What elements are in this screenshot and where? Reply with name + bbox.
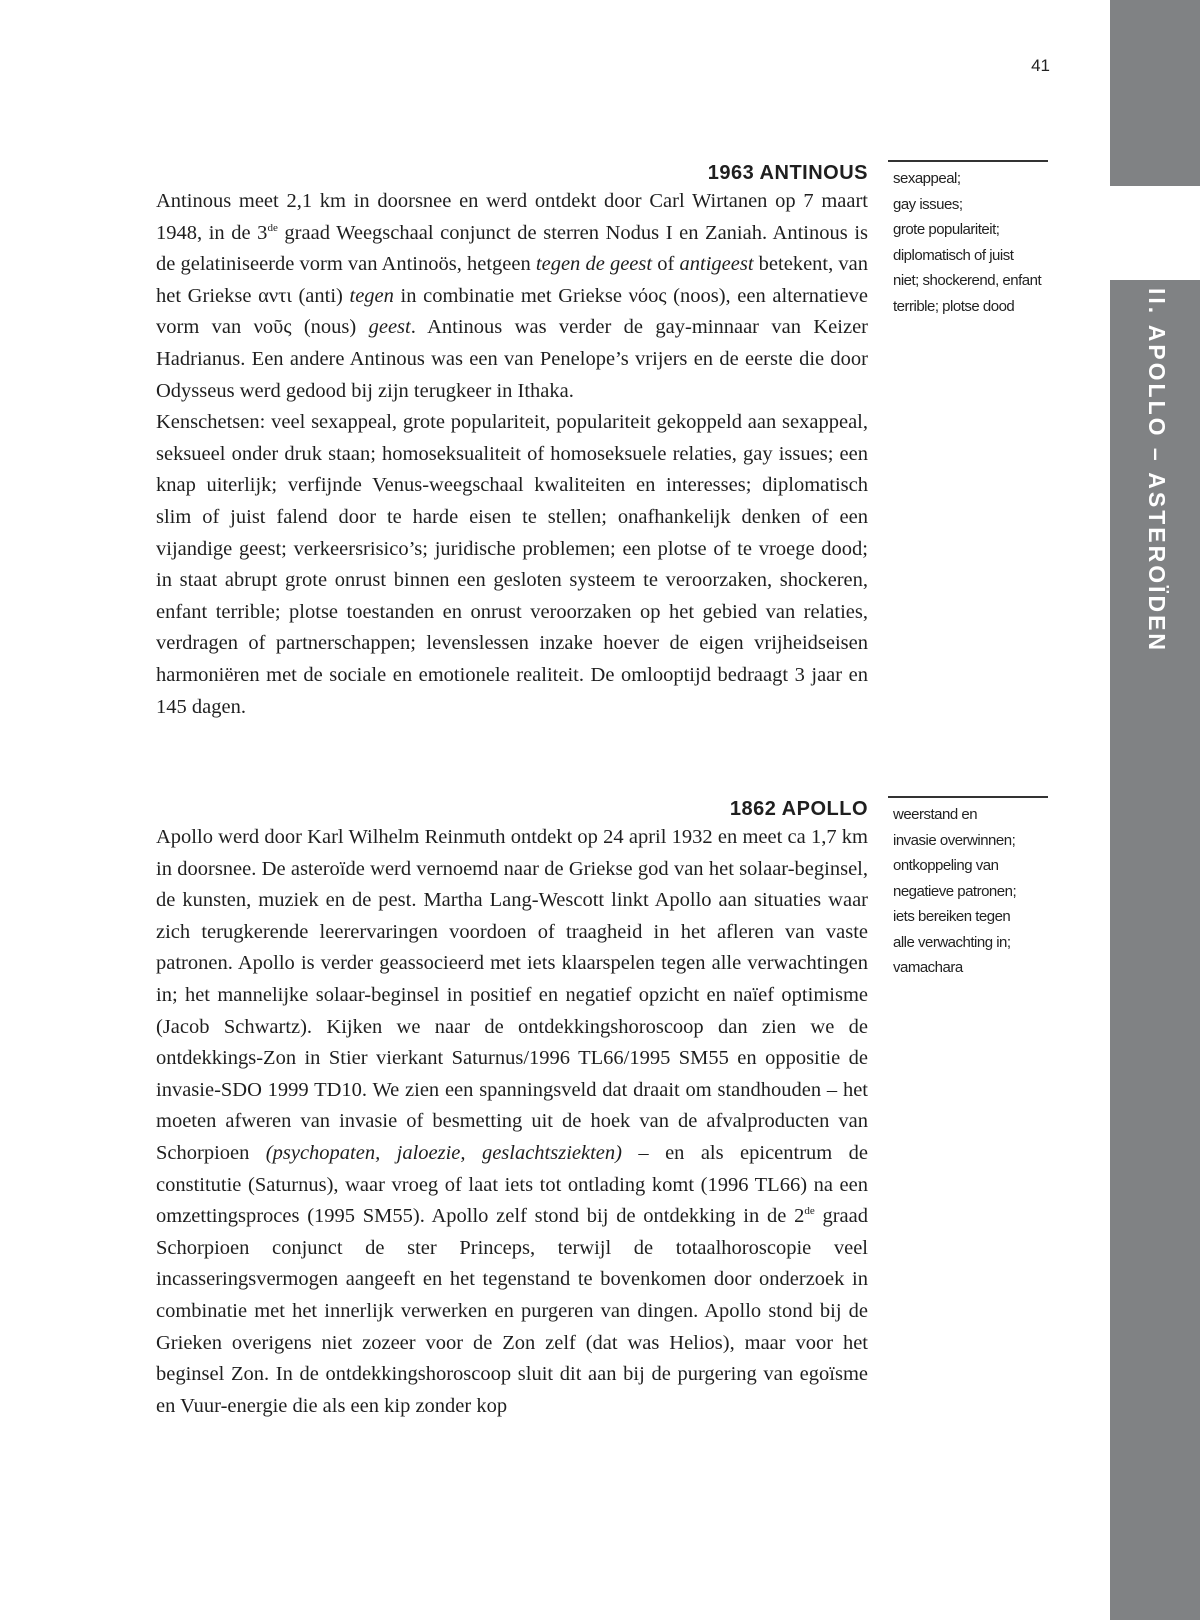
emphasis: tegen [349, 284, 394, 307]
sidenote-line: niet; shockerend, enfant [893, 272, 1042, 289]
emphasis: geest [368, 316, 411, 339]
paragraph [156, 186, 868, 407]
sidenote-line: iets bereiken tegen [893, 908, 1011, 925]
text-run: betekent, van het Griekse αντι (anti) [156, 253, 868, 307]
section-body [156, 186, 868, 723]
sidenote-line: sexappeal; [893, 170, 961, 187]
paragraph: Kenschetsen: veel sexappeal, grote populariteit, populariteit gekoppeld aan sexappeal, seksueel onder druk staan; homoseksualiteit of homoseksuele relaties, gay issues; een knap uiterlijk; verfijnde Venus-weegschaal kwaliteiten en interesses; diplomatisch slim of juist falend door te harde eisen te stellen; onafhankelijk denken of een vijandige geest; verkeersrisico’s; juridische problemen; een plotse of te vroege dood; in staat abrupt grote onrust binnen een gesloten systeem te veroorzaken, shockeren, enfant terrible; plotse toestanden en onrust veroorzaken op het gebied van relaties, verdragen of partnerschappen; levenslessen inzake hoever de eigen vrijheidseisen harmoniëren met de sociale en emotionele realiteit. De omlooptijd bedraagt 3 jaar en 145 dagen. [156, 411, 868, 718]
side-tab-label: II. APOLLO – ASTEROÏDEN [1144, 288, 1170, 654]
sidenote-line: alle verwachting in; [893, 933, 1011, 951]
sidenote-line: gay issues; [893, 195, 963, 213]
text-run: graad Schorpioen conjunct de ster Princeps, terwijl de totaalhoroscopie veel incasseringsvermogen aangeeft en het tegenstand te bovenkomen door onderzoek in combinatie met het innerlijk verwerken en purgeren van dingen. Apollo stond bij de Grieken overigens niet zozeer voor de Zon zelf (dat was Helios), maar voor het beginsel Zon. In de ontdekkingshoroscoop sluit dit aan bij de purgering van egoïsme en Vuur-energie die als een kip zonder kop [156, 1205, 868, 1417]
section-body [156, 822, 868, 1422]
sidenote-rule [888, 160, 1048, 162]
sidenote-line: terrible; plotse dood [893, 297, 1015, 315]
text-run: – en als epicentrum de constitutie (Saturnus), waar vroeg of laat iets tot ontlading komt (1996 TL66) na een omzettingsproces (1995 SM55). Apollo zelf stond bij de ontdekking in de 2 [156, 1141, 868, 1228]
section-heading: 1862 APOLLO [729, 798, 868, 820]
emphasis: antigeest [679, 253, 754, 276]
text-run: Apollo werd door Karl Wilhelm Reinmuth ontdekt op 24 april 1932 en meet ca 1,7 km in doorsnee. De asteroïde werd vernoemd naar de Griekse god van het solaar-beginsel, de kunsten, muziek en de pest. Martha Lang-Wescott linkt Apollo aan situaties waar zich terugkerende leerervaringen voordoen of traagheid in het afleren van vaste patronen. Apollo is verder geassocieerd met iets klaarspelen tegen alle verwachtingen in; het mannelijke solaar-beginsel in positief en negatief opzicht en naïef optimisme (Jacob Schwartz). Kijken we naar de ontdekkingshoroscoop dan zien we de ontdekkings-Zon in Stier vierkant Saturnus/1996 TL66/1995 SM55 en oppositie de invasie-SDO 1999 TD10. We zien een spanningsveld dat draait om standhouden – het moeten afweren van invasie of besmetting uit de hoek van de afvalproducten van Schorpioen [156, 826, 868, 1164]
text-run: graad Weegschaal conjunct de sterren Nodus I en Zaniah. Antinous is de gelatiniseerde vorm van Antinoös, hetgeen [156, 221, 868, 276]
sidenote-line: negatieve patronen; [893, 882, 1017, 900]
text-run: of [652, 253, 680, 276]
section-heading: 1963 ANTINOUS [707, 162, 868, 184]
sidenote-line: invasie overwinnen; [893, 831, 1016, 849]
superscript: de [804, 1205, 815, 1218]
section-apollo [156, 796, 868, 1422]
sidenote-antinous [893, 166, 1053, 319]
sidenote-line: ontkoppeling van [893, 857, 999, 874]
sidenote-line: grote populariteit; [893, 221, 1000, 238]
text-run: Antinous meet 2,1 km in doorsnee en werd ontdekt door Carl Wirtanen op 7 maart 1948, in de 3 [156, 190, 868, 244]
emphasis: (psychopaten, jaloezie, geslachtsziekten) [265, 1141, 622, 1164]
text-run: . Antinous was verder de gay-minnaar van Keizer Hadrianus. Een andere Antinous was een van Penelope’s vrijers en de eerste die door Odysseus werd gedood bij zijn terugkeer in Ithaka. [156, 316, 868, 402]
sidenote-line: weerstand en [893, 806, 978, 823]
sidenote-rule [888, 796, 1048, 798]
text-run: in combinatie met Griekse νόος (noos), een alternatieve vorm van νοῦς (nous) [156, 284, 868, 339]
superscript: de [267, 221, 278, 234]
paragraph [156, 822, 868, 1422]
emphasis: tegen de geest [535, 253, 653, 276]
sidenote-line: vamachara [893, 959, 963, 976]
sidenote-apollo [893, 802, 1053, 981]
page-number: 41 [1031, 56, 1050, 75]
side-tab-top [1110, 0, 1200, 186]
sidenote-line: diplomatisch of juist [893, 246, 1014, 264]
section-antinous [156, 160, 868, 723]
